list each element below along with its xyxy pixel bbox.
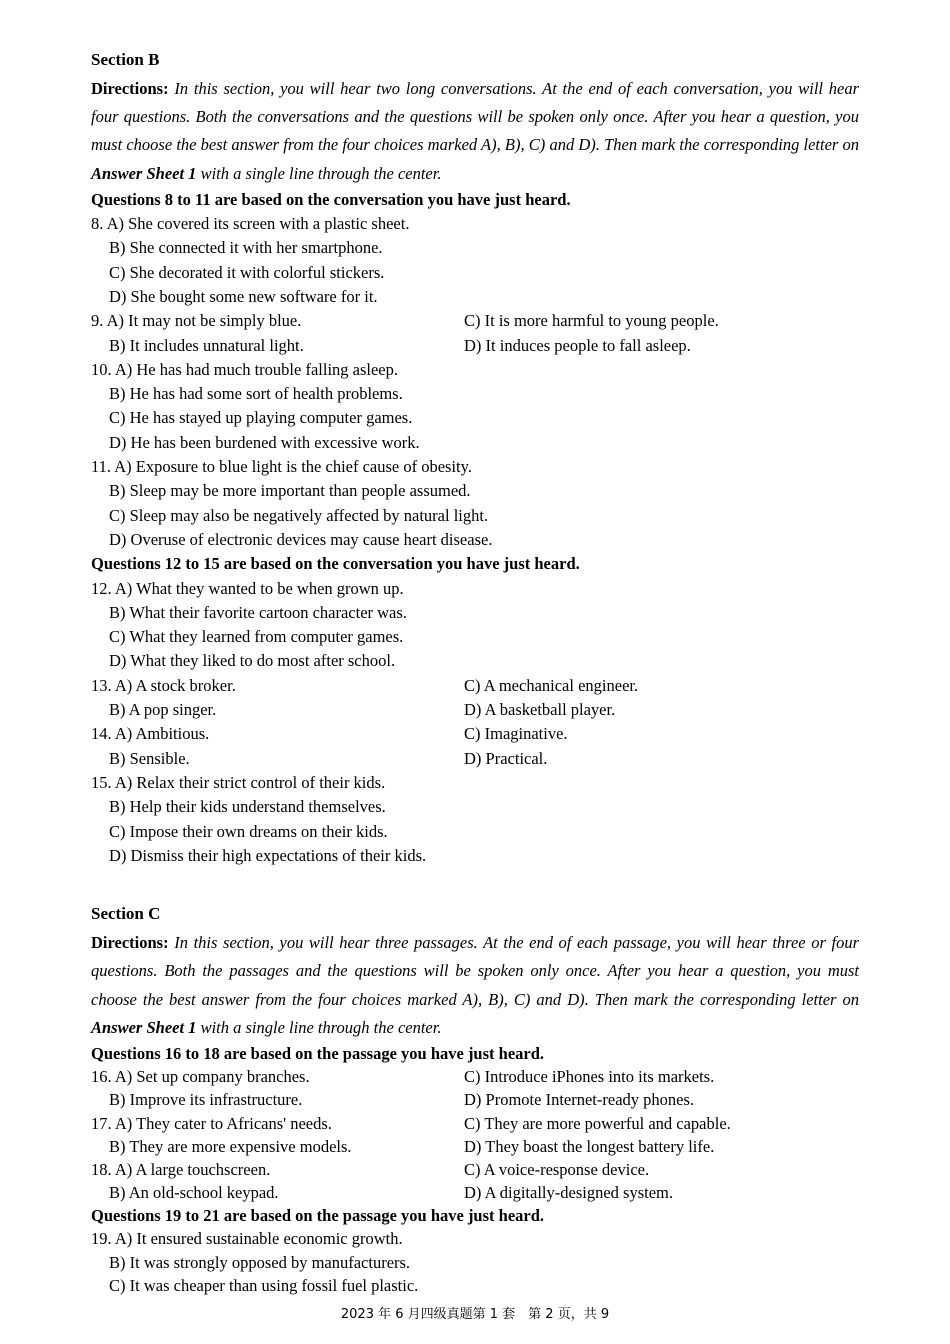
option-text: A) Ambitious.: [114, 724, 210, 744]
question-number: 18.: [91, 1159, 112, 1179]
question-19: [91, 1227, 859, 1297]
option-row: [91, 358, 859, 382]
option-text: B) Sensible.: [109, 748, 190, 768]
group-heading: Questions 12 to 15 are based on the conversation you have just heard.: [91, 554, 580, 574]
option-row: [91, 528, 859, 552]
directions-text: In this section, you will hear three passages. At the end of each passage, you will hear three or four questions. Both the passages and the questions will be spoken only once. After you hear a question, you must choose the best answer from the four choices marked A), B), C) and D). Then mark the corresponding letter on: [91, 933, 860, 1009]
option-text: D) He has been burdened with excessive work.: [109, 432, 420, 452]
option-row: [91, 674, 859, 698]
option-row: [91, 285, 859, 309]
option-text: C) A voice-response device.: [464, 1159, 650, 1179]
option-row: [91, 479, 859, 503]
option-text: C) Introduce iPhones into its markets.: [464, 1067, 715, 1087]
option-row: [91, 649, 859, 673]
option-text: A) It may not be simply blue.: [106, 311, 302, 331]
option-row: [91, 1251, 859, 1274]
option-text: B) An old-school keypad.: [109, 1183, 279, 1203]
option-text: B) What their favorite cartoon character was.: [109, 602, 407, 622]
option-text: C) Imaginative.: [464, 724, 568, 744]
directions-label: Directions:: [91, 79, 169, 98]
option-row: [91, 1112, 859, 1135]
option-text: D) A digitally-designed system.: [464, 1183, 673, 1203]
option-text: B) She connected it with her smartphone.: [109, 238, 383, 258]
option-text: B) Improve its infrastructure.: [109, 1090, 303, 1110]
directions-text: with a single line through the center.: [196, 163, 442, 183]
option-text: D) Practical.: [464, 748, 548, 768]
option-row: [91, 771, 859, 795]
option-row: [91, 406, 859, 430]
option-text: B) Help their kids understand themselves.: [109, 797, 386, 817]
option-row: [91, 747, 859, 771]
option-text: C) She decorated it with colorful stickers.: [109, 262, 385, 282]
question-number: 13.: [91, 675, 112, 695]
option-row: [91, 382, 859, 406]
option-text: C) Impose their own dreams on their kids.: [109, 821, 388, 841]
option-text: A) Exposure to blue light is the chief cause of obesity.: [114, 457, 472, 477]
page-footer: 2023 年 6 月四级真题第 1 套 第 2 页，共 9: [340, 1307, 610, 1322]
option-text: D) A basketball player.: [464, 700, 616, 720]
question-number: 8.: [91, 214, 104, 234]
option-row: [91, 1088, 859, 1111]
answer-sheet-ref: Answer Sheet 1: [91, 163, 197, 183]
option-text: D) It induces people to fall asleep.: [464, 335, 691, 355]
option-row: [91, 236, 859, 260]
answer-sheet-ref: Answer Sheet 1: [91, 1017, 197, 1037]
directions-text: with a single line through the center.: [196, 1017, 442, 1037]
question-number: 19.: [91, 1229, 112, 1249]
question-number: 15.: [91, 772, 112, 792]
option-row: [91, 455, 859, 479]
option-row: [91, 820, 859, 844]
group-heading: Questions 19 to 21 are based on the passage you have just heard.: [91, 1206, 545, 1226]
option-text: D) She bought some new software for it.: [109, 287, 378, 306]
section-b: [91, 47, 859, 868]
option-text: C) Sleep may also be negatively affected by natural light.: [109, 505, 489, 525]
question-number: 9.: [91, 311, 104, 331]
option-text: A) What they wanted to be when grown up.: [114, 578, 404, 598]
question-number: 12.: [91, 578, 112, 598]
option-text: C) It was cheaper than using fossil fuel plastic.: [109, 1275, 419, 1295]
option-text: C) He has stayed up playing computer games.: [109, 408, 413, 428]
option-text: B) It includes unnatural light.: [109, 335, 304, 355]
option-row: [91, 844, 859, 868]
question-10: [91, 358, 859, 455]
option-text: B) A pop singer.: [109, 700, 217, 720]
option-text: B) They are more expensive models.: [109, 1136, 352, 1156]
question-9: [91, 309, 859, 358]
exam-page: [91, 47, 859, 1297]
question-14: [91, 722, 859, 771]
section-c: [91, 901, 859, 1297]
group-heading: Questions 16 to 18 are based on the passage you have just heard.: [91, 1043, 545, 1063]
option-text: D) Overuse of electronic devices may cause heart disease.: [109, 529, 493, 549]
question-number: 10.: [91, 359, 112, 379]
directions: [91, 929, 859, 1042]
option-row: [91, 601, 859, 625]
option-row: [91, 722, 859, 746]
option-text: A) Set up company branches.: [114, 1067, 310, 1087]
directions-text: In this section, you will hear two long conversations. At the end of each conversation, you will hear four questions. Both the conversations and the questions will be spoken only once. After you hear a question, you must choose the best answer from the four choices marked A), B), C) and D). Then mark the corresponding letter on: [91, 79, 860, 155]
option-row: [91, 1274, 859, 1297]
option-row: [91, 261, 859, 285]
section-title: Section B: [91, 50, 160, 69]
option-row: [91, 309, 859, 333]
option-row: [91, 1158, 859, 1181]
question-number: 17.: [91, 1113, 112, 1133]
option-text: C) They are more powerful and capable.: [464, 1113, 731, 1133]
option-text: C) What they learned from computer games.: [109, 627, 404, 647]
question-18: [91, 1158, 859, 1204]
option-text: A) A stock broker.: [114, 675, 236, 695]
question-number: 16.: [91, 1067, 112, 1087]
option-row: [91, 334, 859, 358]
option-row: [91, 1065, 859, 1088]
option-text: D) What they liked to do most after school.: [109, 651, 396, 671]
section-title: Section C: [91, 904, 161, 924]
directions: [91, 75, 859, 188]
question-16: [91, 1065, 859, 1111]
option-row: [91, 625, 859, 649]
option-row: [91, 1227, 859, 1250]
question-13: [91, 674, 859, 723]
option-row: [91, 698, 859, 722]
question-12: [91, 577, 859, 674]
option-text: C) A mechanical engineer.: [464, 675, 639, 695]
option-text: D) Promote Internet-ready phones.: [464, 1090, 695, 1110]
option-text: A) A large touchscreen.: [114, 1159, 271, 1179]
option-row: [91, 504, 859, 528]
option-text: A) He has had much trouble falling asleep.: [114, 359, 399, 379]
question-8: [91, 212, 859, 309]
question-number: 14.: [91, 724, 112, 744]
option-text: A) It ensured sustainable economic growth.: [114, 1229, 403, 1249]
option-text: B) Sleep may be more important than people assumed.: [109, 481, 471, 501]
option-row: [91, 795, 859, 819]
option-row: [91, 1181, 859, 1204]
option-text: A) They cater to Africans' needs.: [114, 1113, 332, 1133]
question-17: [91, 1112, 859, 1158]
question-11: [91, 455, 859, 552]
option-text: B) He has had some sort of health problems.: [109, 384, 403, 404]
option-text: B) It was strongly opposed by manufacturers.: [109, 1252, 411, 1272]
group-heading: Questions 8 to 11 are based on the conversation you have just heard.: [91, 189, 571, 209]
option-row: [91, 577, 859, 601]
option-text: C) It is more harmful to young people.: [464, 311, 719, 331]
option-text: A) She covered its screen with a plastic sheet.: [106, 214, 410, 234]
directions-label: Directions:: [91, 933, 169, 953]
option-row: [91, 431, 859, 455]
option-text: A) Relax their strict control of their kids.: [114, 772, 386, 792]
option-row: [91, 212, 859, 236]
option-text: D) Dismiss their high expectations of their kids.: [109, 845, 427, 865]
question-15: [91, 771, 859, 868]
question-number: 11.: [91, 457, 112, 477]
option-row: [91, 1135, 859, 1158]
option-text: D) They boast the longest battery life.: [464, 1136, 715, 1156]
